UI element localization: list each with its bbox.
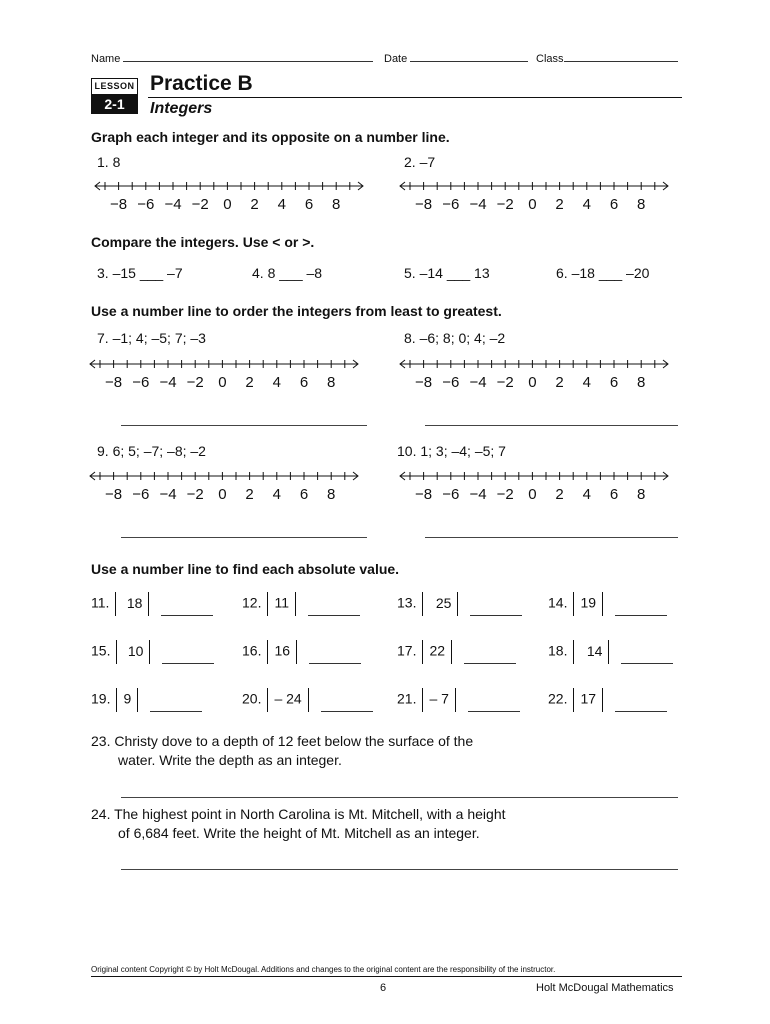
- tick-label: −4: [159, 486, 177, 503]
- tick-label: −8: [415, 196, 433, 213]
- question-9: 9. 6; 5; –7; –8; –2: [97, 443, 206, 459]
- abs-value: 10: [127, 642, 144, 659]
- question-23-line1: 23. Christy dove to a depth of 12 feet below the surface of the: [91, 733, 474, 749]
- question-3: 3. –15 ___ –7: [97, 265, 183, 281]
- abs-value: 18: [126, 594, 143, 611]
- tick-label: −6: [137, 196, 155, 213]
- tick-label: 6: [299, 374, 309, 391]
- abs-bar-left: [115, 592, 116, 616]
- copyright-notice: Original content Copyright © by Holt McDougal. Additions and changes to the original content are the responsibility of the instructor.: [91, 965, 556, 974]
- tick-label: 0: [528, 196, 537, 213]
- tick-label: 2: [245, 374, 254, 391]
- abs-value: 19: [580, 594, 597, 611]
- name-label: Name: [91, 53, 121, 65]
- tick-label: −8: [415, 486, 433, 503]
- abs-bar-left: [267, 688, 268, 712]
- tick-label: −8: [110, 196, 128, 213]
- tick-label: 8: [637, 196, 646, 213]
- tick-label: 6: [609, 196, 619, 213]
- class-blank[interactable]: [564, 52, 678, 62]
- abs-bar-left: [267, 640, 268, 664]
- tick-label: 0: [528, 486, 537, 503]
- abs-bar-right: [457, 592, 458, 616]
- abs-answer-blank[interactable]: [468, 699, 520, 712]
- tick-label: 4: [582, 196, 591, 213]
- abs-answer-blank[interactable]: [621, 651, 673, 664]
- abs-item-19: [91, 688, 202, 712]
- abs-value: 14: [586, 642, 603, 659]
- name-blank[interactable]: [123, 52, 373, 62]
- tick-label: 6: [609, 486, 619, 503]
- tick-label: 2: [555, 374, 564, 391]
- abs-item-17: [397, 640, 516, 664]
- name-field: [91, 52, 373, 65]
- tick-label: −4: [469, 374, 487, 391]
- abs-num: 21.: [397, 690, 417, 707]
- tick-label: 2: [250, 196, 259, 213]
- abs-item-18: [548, 640, 673, 664]
- tick-label: 4: [272, 486, 281, 503]
- abs-num: 18.: [548, 642, 568, 659]
- section2-instruction: Compare the integers. Use < or >.: [91, 234, 315, 250]
- question-2: 2. –7: [404, 154, 436, 170]
- tick-label: −8: [105, 486, 123, 503]
- tick-label: 0: [223, 196, 232, 213]
- tick-label: 4: [582, 374, 591, 391]
- tick-label: −6: [442, 196, 460, 213]
- lesson-badge: [91, 78, 138, 114]
- abs-item-13: [397, 592, 522, 616]
- footer-divider: [91, 976, 682, 977]
- question-1: 1. 8: [97, 154, 121, 170]
- tick-label: 8: [637, 374, 646, 391]
- number-line-q9[interactable]: [88, 468, 360, 513]
- answer-line-q9[interactable]: [121, 537, 367, 538]
- abs-answer-blank[interactable]: [615, 603, 667, 616]
- tick-label: 4: [582, 486, 591, 503]
- abs-answer-blank[interactable]: [309, 651, 361, 664]
- abs-item-14: [548, 592, 667, 616]
- class-label: Class: [536, 53, 564, 65]
- abs-num: 12.: [242, 594, 262, 611]
- date-blank[interactable]: [410, 52, 528, 62]
- section4-instruction: Use a number line to find each absolute value.: [91, 561, 400, 577]
- abs-value: 9: [123, 690, 132, 707]
- question-23-line2: water. Write the depth as an integer.: [118, 752, 342, 768]
- abs-item-11: [91, 592, 213, 616]
- tick-label: −4: [469, 196, 487, 213]
- tick-label: −2: [496, 196, 514, 213]
- abs-answer-blank[interactable]: [161, 603, 213, 616]
- question-6: 6. –18 ___ –20: [556, 265, 650, 281]
- question-24-line2: of 6,684 feet. Write the height of Mt. Mitchell as an integer.: [118, 825, 480, 841]
- abs-answer-blank[interactable]: [470, 603, 522, 616]
- abs-bar-right: [137, 688, 138, 712]
- question-10: 10. 1; 3; –4; –5; 7: [397, 443, 506, 459]
- tick-label: −2: [191, 196, 209, 213]
- publisher-name: Holt McDougal Mathematics: [536, 982, 674, 994]
- tick-label: 6: [304, 196, 314, 213]
- abs-item-20: [242, 688, 373, 712]
- abs-bar-right: [149, 640, 150, 664]
- lesson-number: 2-1: [91, 95, 138, 114]
- number-line-svg: [93, 178, 365, 218]
- tick-label: −6: [442, 374, 460, 391]
- abs-bar-left: [573, 640, 574, 664]
- answer-line-q7[interactable]: [121, 425, 367, 426]
- tick-label: 2: [555, 486, 564, 503]
- abs-bar-right: [295, 592, 296, 616]
- abs-bar-left: [422, 640, 423, 664]
- answer-line-q23[interactable]: [121, 797, 678, 798]
- question-24-line1: 24. The highest point in North Carolina is Mt. Mitchell, with a height: [91, 806, 506, 822]
- page-title: Practice B: [150, 72, 253, 95]
- abs-item-22: [548, 688, 667, 712]
- abs-bar-right: [296, 640, 297, 664]
- tick-label: −8: [105, 374, 123, 391]
- number-line-q1[interactable]: [93, 178, 365, 223]
- tick-label: 8: [327, 374, 336, 391]
- abs-bar-left: [267, 592, 268, 616]
- tick-label: 0: [528, 374, 537, 391]
- number-line-svg: [88, 468, 360, 508]
- tick-label: 4: [277, 196, 286, 213]
- tick-label: −2: [186, 486, 204, 503]
- abs-bar-right: [602, 592, 603, 616]
- question-5: 5. –14 ___ 13: [404, 265, 490, 281]
- abs-num: 13.: [397, 594, 417, 611]
- tick-label: 6: [299, 486, 309, 503]
- abs-bar-right: [608, 640, 609, 664]
- tick-label: 0: [218, 374, 227, 391]
- abs-answer-blank[interactable]: [150, 699, 202, 712]
- abs-answer-blank[interactable]: [615, 699, 667, 712]
- abs-bar-right: [148, 592, 149, 616]
- title-divider: [148, 97, 682, 98]
- answer-line-q8[interactable]: [425, 425, 678, 426]
- abs-value: 25: [435, 594, 452, 611]
- abs-num: 11.: [91, 594, 110, 611]
- tick-label: 8: [332, 196, 341, 213]
- page-subtitle: Integers: [150, 100, 213, 117]
- section3-instruction: Use a number line to order the integers from least to greatest.: [91, 303, 502, 319]
- abs-num: 15.: [91, 642, 111, 659]
- abs-bar-right: [308, 688, 309, 712]
- tick-label: −2: [496, 486, 514, 503]
- abs-answer-blank[interactable]: [464, 651, 516, 664]
- date-label: Date: [384, 53, 408, 65]
- tick-label: −6: [132, 486, 150, 503]
- abs-bar-left: [573, 688, 574, 712]
- abs-item-16: [242, 640, 361, 664]
- tick-label: −2: [186, 374, 204, 391]
- abs-bar-right: [602, 688, 603, 712]
- abs-num: 22.: [548, 690, 568, 707]
- tick-label: −6: [132, 374, 150, 391]
- tick-label: −4: [159, 374, 177, 391]
- abs-answer-blank[interactable]: [308, 603, 360, 616]
- question-8: 8. –6; 8; 0; 4; –2: [404, 330, 506, 346]
- number-line-q2[interactable]: [398, 178, 670, 223]
- tick-label: 4: [272, 374, 281, 391]
- number-line-q8[interactable]: [398, 356, 670, 401]
- number-line-svg: [398, 468, 670, 508]
- abs-bar-left: [116, 688, 117, 712]
- tick-label: 6: [609, 374, 619, 391]
- abs-num: 20.: [242, 690, 262, 707]
- abs-value: 22: [429, 642, 446, 659]
- question-4: 4. 8 ___ –8: [252, 265, 323, 281]
- abs-bar-right: [455, 688, 456, 712]
- abs-num: 19.: [91, 690, 111, 707]
- abs-num: 17.: [397, 642, 417, 659]
- abs-bar-left: [116, 640, 117, 664]
- number-line-svg: [398, 356, 670, 396]
- tick-label: 8: [327, 486, 336, 503]
- tick-label: 2: [245, 486, 254, 503]
- tick-label: −4: [164, 196, 182, 213]
- abs-num: 16.: [242, 642, 262, 659]
- question-7: 7. –1; 4; –5; 7; –3: [97, 330, 206, 346]
- tick-label: 0: [218, 486, 227, 503]
- tick-label: −2: [496, 374, 514, 391]
- abs-bar-right: [451, 640, 452, 664]
- answer-line-q10[interactable]: [425, 537, 678, 538]
- abs-answer-blank[interactable]: [162, 651, 214, 664]
- number-line-svg: [88, 356, 360, 396]
- tick-label: −8: [415, 374, 433, 391]
- tick-label: 2: [555, 196, 564, 213]
- abs-item-12: [242, 592, 360, 616]
- abs-item-21: [397, 688, 520, 712]
- abs-value: 17: [580, 690, 597, 707]
- tick-label: −4: [469, 486, 487, 503]
- abs-bar-left: [422, 688, 423, 712]
- abs-value: – 24: [274, 690, 302, 707]
- date-field: [384, 52, 528, 65]
- section1-instruction: Graph each integer and its opposite on a number line.: [91, 129, 450, 145]
- abs-bar-left: [422, 592, 423, 616]
- number-line-q7[interactable]: [88, 356, 360, 401]
- abs-value: 16: [274, 642, 291, 659]
- page-number: 6: [380, 982, 387, 994]
- number-line-svg: [398, 178, 670, 218]
- tick-label: −6: [442, 486, 460, 503]
- abs-num: 14.: [548, 594, 568, 611]
- lesson-label: LESSON: [91, 78, 138, 95]
- abs-value: – 7: [429, 690, 449, 707]
- class-field: [536, 52, 678, 65]
- number-line-q10[interactable]: [398, 468, 670, 513]
- tick-label: 8: [637, 486, 646, 503]
- abs-value: 11: [274, 594, 290, 611]
- answer-line-q24[interactable]: [121, 869, 678, 870]
- abs-bar-left: [573, 592, 574, 616]
- abs-answer-blank[interactable]: [321, 699, 373, 712]
- abs-item-15: [91, 640, 214, 664]
